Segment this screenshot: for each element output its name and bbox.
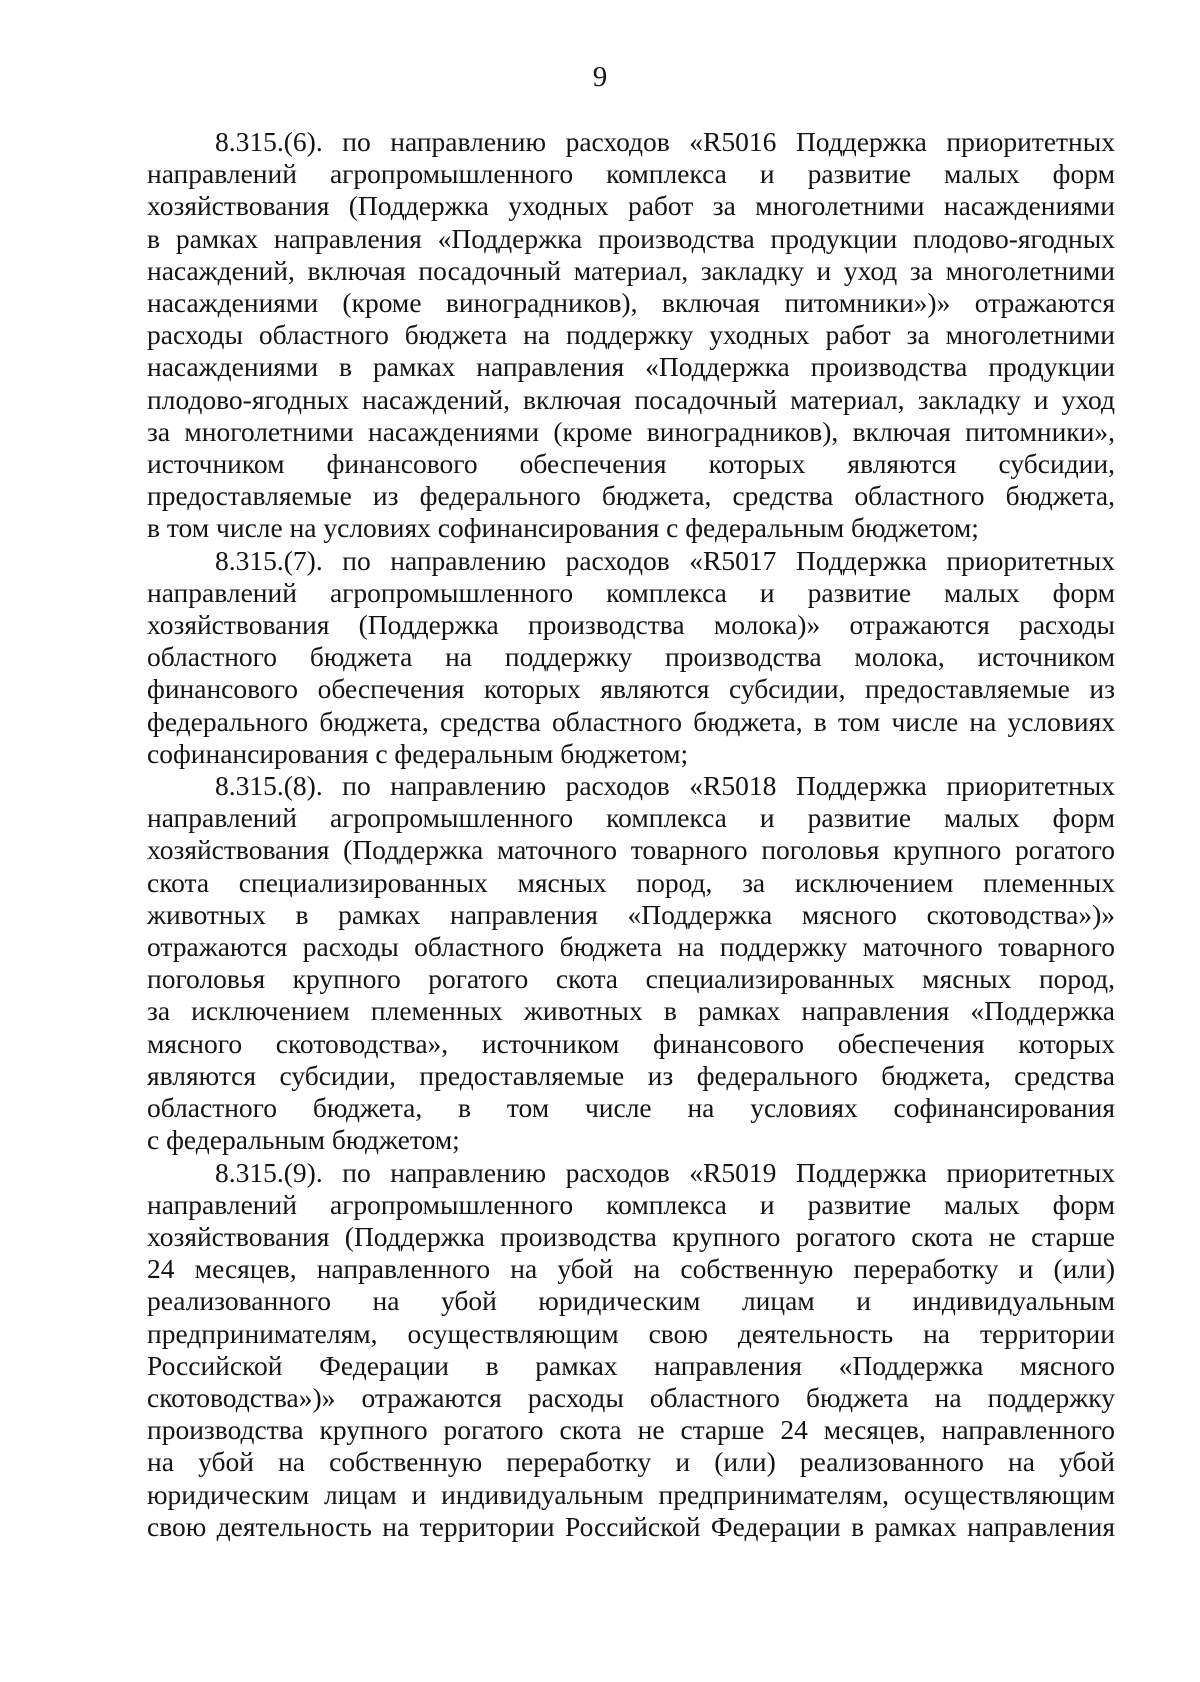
text-line: предоставляемые из федерального бюджета, средства областного бюджета, (147, 480, 1115, 512)
text-line: 8.315.(8). по направлению расходов «R5018 Поддержка приоритетных (215, 770, 1115, 802)
text-line: 8.315.(9). по направлению расходов «R5019 Поддержка приоритетных (215, 1156, 1115, 1188)
text-line: хозяйствования (Поддержка производства крупного рогатого скота не старше (147, 1220, 1115, 1252)
text-line: с федеральным бюджетом; (147, 1124, 460, 1156)
text-line: 8.315.(6). по направлению расходов «R5016 Поддержка приоритетных (215, 126, 1115, 157)
text-line: скотоводства»)» отражаются расходы областного бюджета на поддержку (147, 1381, 1115, 1413)
text-line: поголовья крупного рогатого скота специализированных мясных пород, (147, 963, 1115, 995)
text-line: в рамках направления «Поддержка производства продукции плодово-ягодных (147, 222, 1115, 254)
text-line: хозяйствования (Поддержка уходных работ за многолетними насаждениями (147, 190, 1115, 222)
paragraph (147, 126, 1115, 545)
text-line: предпринимателям, осуществляющим свою деятельность на территории (147, 1317, 1115, 1349)
text-line: областного бюджета, в том числе на условиях софинансирования (147, 1092, 1115, 1124)
text-line: насаждений, включая посадочный материал, закладку и уход за многолетними (147, 254, 1115, 286)
text-line: хозяйствования (Поддержка производства молока)» отражаются расходы (147, 609, 1115, 641)
text-line: 8.315.(7). по направлению расходов «R5017 Поддержка приоритетных (215, 544, 1115, 576)
text-line: свою деятельность на территории Российской Федерации в рамках направления (147, 1510, 1115, 1542)
text-line: насаждениями в рамках направления «Поддержка производства продукции (147, 351, 1115, 383)
text-line: за многолетними насаждениями (кроме виноградников), включая питомники», (147, 415, 1115, 447)
text-line: направлений агропромышленного комплекса и развитие малых форм (147, 576, 1115, 608)
text-line: расходы областного бюджета на поддержку уходных работ за многолетними (147, 319, 1115, 351)
text-line: на убой на собственную переработку и (или) реализованного на убой (147, 1446, 1115, 1478)
text-line: скота специализированных мясных пород, за исключением племенных (147, 866, 1115, 898)
text-line: направлений агропромышленного комплекса и развитие малых форм (147, 1188, 1115, 1220)
text-line: плодово-ягодных насаждений, включая посадочный материал, закладку и уход (147, 383, 1115, 415)
text-line: федерального бюджета, средства областного бюджета, в том числе на условиях (147, 705, 1115, 737)
text-line: Российской Федерации в рамках направления «Поддержка мясного (147, 1349, 1115, 1381)
text-line: производства крупного рогатого скота не старше 24 месяцев, направленного (147, 1414, 1115, 1446)
paragraph (147, 770, 1115, 1156)
paragraph (147, 1157, 1115, 1543)
text-line: мясного скотоводства», источником финансового обеспечения которых (147, 1027, 1115, 1059)
text-line: областного бюджета на поддержку производства молока, источником (147, 641, 1115, 673)
text-line: животных в рамках направления «Поддержка мясного скотоводства»)» (147, 898, 1115, 930)
text-line: направлений агропромышленного комплекса и развитие малых форм (147, 802, 1115, 834)
page-number: 9 (592, 61, 608, 93)
document-body (147, 126, 1115, 1543)
text-line: 24 месяцев, направленного на убой на собственную переработку и (или) (147, 1253, 1115, 1285)
text-line: хозяйствования (Поддержка маточного товарного поголовья крупного рогатого (147, 834, 1115, 866)
text-line: насаждениями (кроме виноградников), включая питомники»)» отражаются (147, 287, 1115, 319)
text-line: в том числе на условиях софинансирования с федеральным бюджетом; (147, 512, 979, 544)
paragraph (147, 545, 1115, 770)
text-line: юридическим лицам и индивидуальным предпринимателям, осуществляющим (147, 1478, 1115, 1510)
text-line: источником финансового обеспечения которых являются субсидии, (147, 448, 1115, 480)
text-line: направлений агропромышленного комплекса и развитие малых форм (147, 158, 1115, 190)
text-line: финансового обеспечения которых являются субсидии, предоставляемые из (147, 673, 1115, 705)
text-line: за исключением племенных животных в рамках направления «Поддержка (147, 995, 1115, 1027)
text-line: софинансирования с федеральным бюджетом; (147, 737, 689, 769)
text-line: реализованного на убой юридическим лицам и индивидуальным (147, 1285, 1115, 1317)
text-line: отражаются расходы областного бюджета на поддержку маточного товарного (147, 931, 1115, 963)
text-line: являются субсидии, предоставляемые из федерального бюджета, средства (147, 1059, 1115, 1091)
